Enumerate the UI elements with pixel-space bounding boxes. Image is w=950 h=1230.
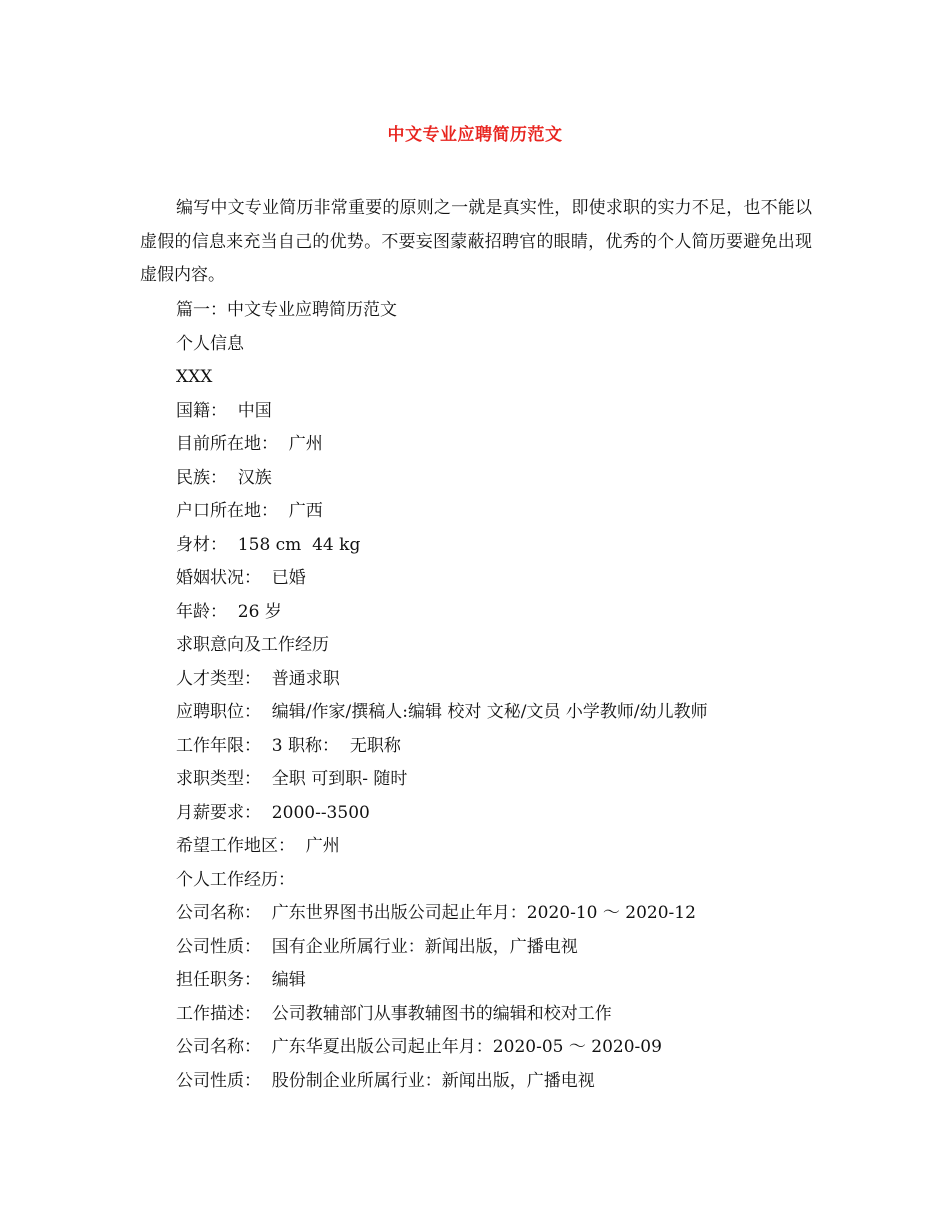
household-registration-line: 户口所在地： 广西 [176,501,323,521]
talent-type-line: 人才类型： 普通求职 [176,668,340,689]
job-description-line: 工作描述： 公司教辅部门从事教辅图书的编辑和校对工作 [176,1003,612,1024]
company-name-line: 公司名称： 广东华夏出版公司起止年月：2020-05 ～ 2020-09 [176,1037,662,1057]
company-type-line: 公司性质： 股份制企业所属行业：新闻出版，广播电视 [176,1070,595,1091]
company-type-line: 公司性质： 国有企业所属行业：新闻出版，广播电视 [176,936,578,957]
applied-position-line: 应聘职位： 编辑/作家/撰稿人:编辑 校对 文秘/文员 小学教师/幼儿教师 [176,702,708,722]
section-heading-chapter-one: 篇一：中文专业应聘简历范文 [176,300,397,320]
document-title: 中文专业应聘简历范文 [387,125,563,145]
marital-status-line: 婚姻状况： 已婚 [176,568,306,588]
section-heading-job-intention: 求职意向及工作经历 [176,635,329,655]
nationality-line: 国籍： 中国 [176,400,272,421]
ethnicity-line: 民族： 汉族 [176,467,272,488]
intro-paragraph: 编写中文专业简历非常重要的原则之一就是真实性，即使求职的实力不足，也不能以虚假的信息来充当自己的优势。不要妄图蒙蔽招聘官的眼睛，优秀的个人简历要避免出现虚假内容。 [140,198,812,285]
current-location-line: 目前所在地： 广州 [176,434,323,454]
salary-line: 月薪要求： 2000--3500 [176,802,370,823]
company-name-line: 公司名称： 广东世界图书出版公司起止年月：2020-10 ～ 2020-12 [176,903,696,923]
name-line: XXX [176,367,213,387]
job-title-line: 担任职务： 编辑 [176,970,306,990]
age-line: 年龄： 26 岁 [176,601,282,622]
section-heading-work-experience: 个人工作经历： [176,869,295,890]
height-weight-line: 身材： 158 cm 44 kg [176,534,361,555]
job-type-line: 求职类型： 全职 可到职- 随时 [176,769,408,789]
resume-lines [176,294,708,1098]
section-heading-personal-info: 个人信息 [176,333,244,354]
work-years-line: 工作年限： 3 职称： 无职称 [176,735,401,756]
desired-area-line: 希望工作地区： 广州 [176,836,340,856]
